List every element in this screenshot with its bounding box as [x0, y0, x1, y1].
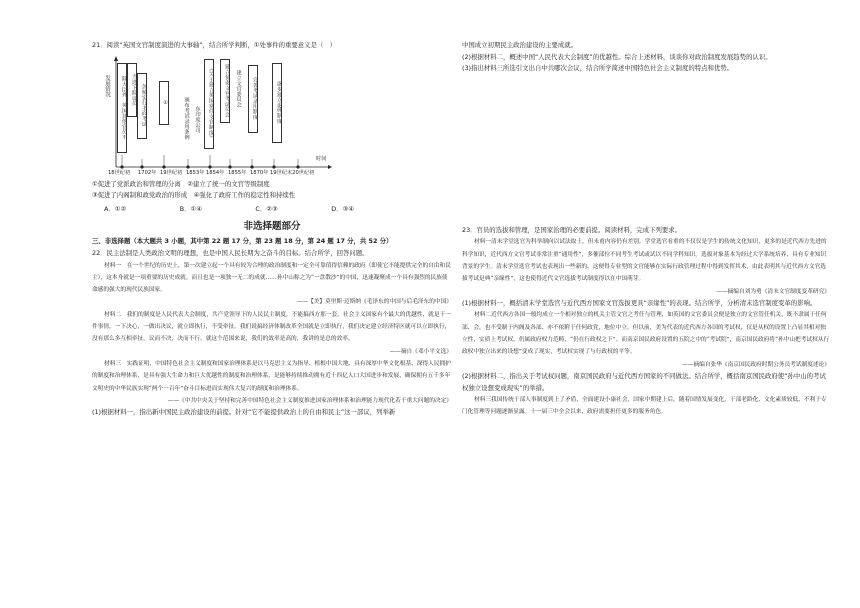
q22-material-2-source: ——摘自《邓小平文选》	[389, 348, 452, 355]
timeline-date: 19世纪初	[160, 169, 183, 176]
right-column	[462, 40, 830, 419]
timeline-extra-label: 建立文官委员会	[235, 70, 241, 108]
timeline-event-box: 完善考试录用制度	[248, 65, 258, 133]
q22-material-1: 材料一 在一个世纪的历史上，第一次建立起一个具有较为合理的政治制度和一定全可靠值得信赖的政府（即使它不能提供完全的自由和民主），这本身就是一项重要的历史成就。而且也是一项独一无二的成就……孙中山称之为“一盘散沙”的中国，迅速凝聚成一个具有强烈的民族使命感的强大的现代民族国家。	[92, 262, 451, 294]
timeline-event-box: 当选下院议员	[127, 63, 137, 117]
q22-part-2: (2)根据材料二，概述中国“人民代表大会制度”的优越性。综合上述材料，谈谈你对政治制度发展趋势的认识。	[462, 52, 772, 61]
timeline-event-box: 剑桥实行书面考试	[137, 73, 147, 139]
q22-material-3: 材料三 实践证明，中国特色社会主义制度和国家治理体系是以马克思主义为指导、植根中国大地、具有深厚中华文化根基、深得人民拥护的制度和治理体系，是具有强大生命力和巨大优越性的制度和治理体系，是能够持续推动拥有近十四亿人口大国进步和发展、确保拥有五千多年文明史的中华民族实现“两个一百年”奋斗目标进而实现伟大复兴的制度和治理体系。	[92, 360, 451, 392]
q23-part-1: (1)根据材料一，概括清末学堂选官与近代西方国家文官选拔更具“亲缘性”的表现。结合所学，分析清末选官制度变革的影响。	[462, 298, 817, 307]
section-title: 非选择题部分	[243, 221, 301, 233]
answer-space	[462, 75, 830, 225]
q21-statement: ①促进了党派政治和管理的分离 ②建立了统一的文官等级制度	[92, 179, 270, 188]
timeline-event-box: 建立负责文官考试员会	[220, 59, 230, 123]
option-b[interactable]: B．①④	[179, 204, 202, 213]
timeline-event-box: ①	[159, 81, 169, 125]
timeline-date: 1855年	[228, 169, 247, 176]
timeline-event-box: 《关于建立英国常任文官制度》	[204, 59, 214, 149]
timeline-event-label: 东印度公司	[194, 106, 200, 133]
timeline-event-box: 除大臣外，英国其他官员不	[117, 63, 127, 153]
option-c[interactable]: C．②③	[255, 204, 278, 213]
q22-material-1-source: ——【美】莫里斯·迈斯纳《毛泽东的中国与后毛泽东的中国》	[296, 299, 452, 306]
left-column	[92, 40, 452, 419]
timeline-event-box: 逐步建立退休制度	[272, 63, 282, 143]
timeline-x-label: 时间	[316, 155, 327, 162]
timeline-date: 1853年	[186, 169, 205, 176]
q23-material-3: 材料三我国传统干部人事制度到上了矛盾，全面建设小康社会，国家中期建上后，随着国情发展变化，干部老龄化、文化素质较低、不利于专门化管理等问题逐渐显露。十一届三中全会以来，政府需要担任更多的服务角色。	[462, 397, 827, 416]
option-a[interactable]: A．①②	[104, 204, 127, 213]
timeline-y-label: 发展情况	[104, 74, 110, 97]
q21-options	[104, 204, 354, 216]
q21-statement: ③促进了内阁制和政党政治的形成 ④强化了政府工作的稳定性和持续性	[92, 191, 296, 200]
timeline-date: 1702年	[138, 169, 157, 176]
q22-part-1: (1)根据材料一，指出新中国民主政治建设的前提。针对“它不能提供政治上的自由和民主”这一部议，列举新	[92, 408, 396, 417]
timeline-date: 1870年	[250, 169, 269, 176]
q22-material-3-source: ——《中共中央关于坚持和完善中国特色社会主义制度推进国家治理体系和治理能力现代化若干重大问题的决定》	[167, 397, 452, 404]
q21-stem: 21．阅读“英国文官制度演进的大事轴”，结合所学判断，①处事件的重要意义是（ ）	[92, 41, 337, 49]
q22-part-3: (3)指出材料三所选引文出自中共哪次会议，结合所学简述中国特色社会主义制度的特点和优势。	[462, 64, 734, 73]
q23-stem: 23．官员的选拔和管理，是国家治理的必要前提。阅读材料，完成下列要求。	[462, 225, 682, 234]
q23-part-2: (2)根据材料二，指出关于考试权问题，南京国民政府与近代西方国家的不同做法。结合所学，概括南京国民政府使“孙中山的考试权独立设想变成现实”的举措。	[462, 371, 826, 392]
timeline-extra-label: 颁布考试录用条例	[183, 97, 189, 140]
timeline-date: 18世纪初	[108, 169, 131, 176]
q22-stem: 22．民主法制是人类政治文明的理想，也是中国人民长期为之奋斗的目标。结合所学，回答问题。	[92, 248, 369, 257]
q22-material-2: 材料二 我们的制度是人民代表大会制度，共产党领导下的人民民主制度，不能搞西方那一套。社会主义国家有个最大的优越性，就是干一件事情，一下决心，一做出决议，就立即执行，不受牵扯。我们说搞经济体制改革全国就是立即执行，我们决定建立经济特区就可以立即执行，没有那么多互相牵扯，议而不决，决而不行。就这个范围来说，我们的效率是高的，我讲的是总的效率。	[92, 311, 451, 343]
timeline-figure	[102, 55, 332, 177]
timeline-date: 1854年	[206, 169, 225, 176]
q23-material-2-source: ——摘编自张华《南京国民政府时期公务员考试制度述论》	[682, 361, 830, 368]
q22-part-1-continued: 中国成立初期民主政治建设的主要成就。	[462, 41, 578, 49]
option-d[interactable]: D．③④	[331, 204, 354, 213]
timeline-date: 19世纪末20世纪初	[270, 169, 315, 176]
q23-material-1: 材料一清末学堂选官为科举制向以试法取士，但未甫内容仍有差别。学堂选官看重的不仅仅是学生的传统文化知识，更多的是近代西方先进的科学知识，近代西方文官考试非常注重“通用性”，多催部位不同考生考试或试以不同学科知识。选拔对象基本为经过大学系统培养、具有专业知识背景的学生。清末学堂选官考试也表现出一些新的、这便得专业型的文官能够在实际行政管理过程中得到发挥其术，由此表明其与近代西方文官选拔考试是典“亲缘性”，这也使得近代文官选拔考试制度得以在中国萌芽。	[462, 239, 827, 283]
section-intro: 三、非选择题（本大题共 3 小题，其中第 22 题 17 分，第 23 题 18 分，第 24 题 17 分，共 52 分）	[92, 237, 393, 246]
q23-material-2: 材料二近代西方各国一般均成立一个相对独立的机关主管文官之考任与管理，如英国的文官委员会便是独立的文官管任机关，既不隶属于任何部、会，也不受制于内阁及各部、亦不依附于任何政党，地位中立。但以前，美为代表的近代西方各国的考试权，仅是从权的设置上凸显其相对独立性，实质上考试权，仍属政府权力范畴，“仍在行政权之下”。而南京国民政府设置的五院之中的“考试院”，南京国民政府将“孙中山把考试权从行政权中独立出来的设想”变成了现实，考试权实现了与行政权的平等。	[462, 312, 830, 356]
q23-material-1-source: ——摘编自刘为勇《清末文官制度变革研究》	[716, 288, 830, 295]
